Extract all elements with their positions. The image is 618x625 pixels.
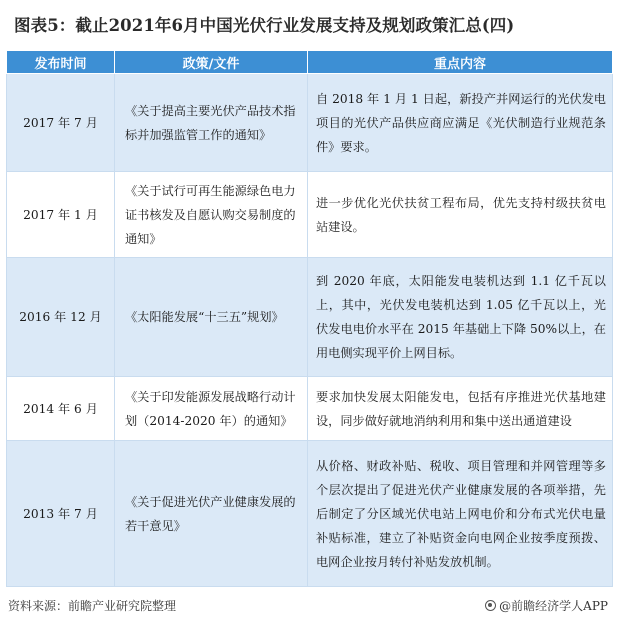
row-content: 进一步优化光伏扶贫工程布局，优先支持村级扶贫电站建设。 bbox=[308, 172, 613, 258]
row-content: 从价格、财政补贴、税收、项目管理和并网管理等多个层次提出了促进光伏产业健康发展的各项举措，先后制定了分区域光伏电站上网电价和分布式光伏电量补贴标准，建立了补贴资金向电网企业按季度预拨、电网企业按月转付补贴发放机制。 bbox=[308, 441, 613, 587]
row-date: 2013 年 7 月 bbox=[7, 441, 115, 587]
table-row bbox=[7, 74, 613, 172]
table-row bbox=[7, 172, 613, 258]
brand-mark bbox=[485, 597, 608, 614]
brand-label: @前瞻经济学人APP bbox=[499, 599, 608, 613]
figure-title: 图表5：截止2021年6月中国光伏行业发展支持及规划政策汇总(四) bbox=[14, 16, 515, 35]
row-content: 到 2020 年底，太阳能发电装机达到 1.1 亿千瓦以上，其中，光伏发电装机达到 1.05 亿千瓦以上，光伏发电电价水平在 2015 年基础上下降 50%以上，在用电侧实现平价上网目标。 bbox=[308, 258, 613, 377]
row-document: 《太阳能发展“十三五”规划》 bbox=[115, 258, 308, 377]
header-document: 政策/文件 bbox=[115, 51, 308, 74]
row-document: 《关于提高主要光伏产品技术指标并加强监管工作的通知》 bbox=[115, 74, 308, 172]
source-note: 资料来源：前瞻产业研究院整理 bbox=[8, 599, 177, 613]
row-document: 《关于试行可再生能源绿色电力证书核发及自愿认购交易制度的通知》 bbox=[115, 172, 308, 258]
row-date: 2016 年 12 月 bbox=[7, 258, 115, 377]
row-content: 自 2018 年 1 月 1 日起，新投产并网运行的光伏发电项目的光伏产品供应商应满足《光伏制造行业规范条件》要求。 bbox=[308, 74, 613, 172]
row-content: 要求加快发展太阳能发电，包括有序推进光伏基地建设，同步做好就地消纳利用和集中送出通道建设 bbox=[308, 377, 613, 441]
row-document: 《关于印发能源发展战略行动计划（2014-2020 年）的通知》 bbox=[115, 377, 308, 441]
policy-table bbox=[6, 50, 613, 587]
brand-logo-icon bbox=[485, 600, 496, 611]
row-document: 《关于促进光伏产业健康发展的若干意见》 bbox=[115, 441, 308, 587]
row-date: 2017 年 7 月 bbox=[7, 74, 115, 172]
table-row bbox=[7, 377, 613, 441]
header-content: 重点内容 bbox=[308, 51, 613, 74]
row-date: 2014 年 6 月 bbox=[7, 377, 115, 441]
table-header-row bbox=[7, 51, 613, 74]
table-row bbox=[7, 441, 613, 587]
header-date: 发布时间 bbox=[7, 51, 115, 74]
row-date: 2017 年 1 月 bbox=[7, 172, 115, 258]
table-row bbox=[7, 258, 613, 377]
